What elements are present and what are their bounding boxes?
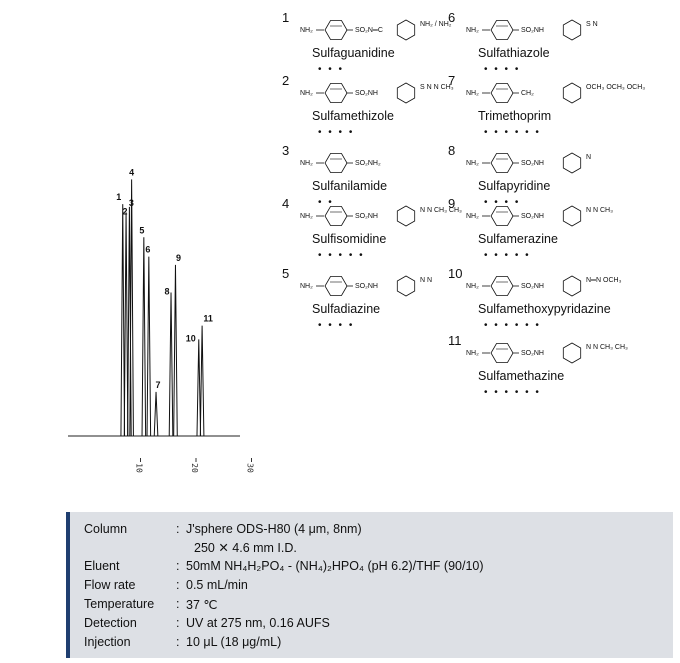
peak-7 — [154, 392, 158, 436]
detect-label: Detection — [84, 616, 137, 630]
peak-8 — [169, 292, 173, 436]
amine-label: NH₂ — [466, 90, 479, 97]
heterocycle-ring — [563, 83, 580, 103]
compound-6 — [448, 12, 648, 74]
compound-number: 3 — [282, 143, 290, 158]
compound-number: 2 — [282, 73, 290, 88]
peaks — [116, 167, 213, 436]
heterocycle-ring — [563, 343, 580, 363]
amine-label: NH₂ — [466, 283, 479, 290]
column-dimensions: 250 ✕ 4.6 mm I.D. — [194, 541, 297, 555]
compound-dots: • • • • • — [484, 250, 531, 261]
benzene-ring — [491, 207, 513, 226]
conditions-panel: Column : J'sphere ODS-H80 (4 μm, 8nm) 250 ✕ 4.6 mm I.D. Eluent : 50mM NH₄H₂PO₄ - (NH₄)₂HPO₄ (pH 6.2)/THF (90/10) Flow rate : 0.5 mL/min Temperature : 37 ℃ Detection : UV at 275 nm, 0.16 AUFS Injection : 10 μL (18 μg/mL) — [66, 512, 673, 658]
substituent-label: SO₂NH₂ — [355, 160, 381, 167]
structure-8 — [464, 147, 644, 181]
peak-label-1: 1 — [116, 192, 122, 203]
compound-number: 10 — [448, 266, 463, 281]
substituent-label: SO₂NH — [521, 283, 544, 290]
eluent-label: Eluent — [84, 559, 120, 573]
heterocycle-label: N N CH₃ CH₃ — [420, 207, 462, 214]
column-label: Column — [84, 522, 128, 536]
heterocycle-ring — [563, 276, 580, 296]
compound-name: Sulfanilamide — [312, 179, 388, 193]
chromatogram — [60, 120, 255, 480]
x-tick-label-20: 20 — [190, 463, 199, 473]
benzene-ring — [325, 21, 347, 40]
peak-5 — [142, 237, 146, 436]
benzene-ring — [325, 277, 347, 296]
compound-name: Sulfaguanidine — [312, 46, 395, 60]
structure-7 — [464, 77, 644, 111]
substituent-label: CH₂ — [521, 90, 534, 97]
peak-label-7: 7 — [155, 379, 161, 390]
peak-10 — [197, 339, 201, 436]
peak-label-2: 2 — [122, 206, 128, 217]
heterocycle-label: N N — [420, 277, 433, 284]
benzene-ring — [325, 84, 347, 103]
amine-label: NH₂ — [466, 160, 479, 167]
benzene-ring — [325, 207, 347, 226]
benzene-ring — [491, 84, 513, 103]
amine-label: NH₂ — [300, 160, 313, 167]
heterocycle-label: S N N CH₃ — [420, 84, 454, 91]
benzene-ring — [325, 154, 347, 173]
compound-dots: • • • • — [318, 127, 355, 138]
benzene-ring — [491, 154, 513, 173]
compound-name: Trimethoprim — [478, 109, 552, 123]
compound-dots: • • — [318, 197, 334, 208]
heterocycle-ring — [397, 83, 414, 103]
compound-dots: • • • — [318, 64, 345, 75]
eluent-value: 50mM NH₄H₂PO₄ - (NH₄)₂HPO₄ (pH 6.2)/THF (90/10) — [186, 559, 484, 573]
heterocycle-ring — [563, 206, 580, 226]
substituent-label: SO₂NH — [521, 160, 544, 167]
structure-6 — [464, 14, 644, 48]
peak-label-10: 10 — [185, 333, 196, 344]
heterocycle-label: N═N OCH₃ — [586, 277, 622, 284]
heterocycle-label: OCH₃ OCH₃ OCH₃ — [586, 84, 646, 91]
compound-dots: • • • • • • — [484, 320, 541, 331]
peak-11 — [200, 326, 204, 436]
structure-10 — [464, 270, 644, 304]
compound-number: 4 — [282, 196, 290, 211]
heterocycle-label: S N — [586, 21, 598, 28]
x-tick-label-30: 30 — [245, 463, 255, 473]
substituent-label: SO₂NH — [355, 90, 378, 97]
heterocycle-label: NH₂ / NH₂ — [420, 21, 452, 28]
x-tick-label-10: 10 — [134, 463, 144, 473]
benzene-ring — [491, 344, 513, 363]
peak-label-11: 11 — [203, 313, 213, 324]
peak-6 — [147, 257, 151, 436]
flow-value: 0.5 mL/min — [186, 578, 248, 592]
temp-value: 37 ℃ — [186, 598, 218, 612]
benzene-ring — [491, 21, 513, 40]
amine-label: NH₂ — [300, 283, 313, 290]
compound-dots: • • • • • — [318, 250, 365, 261]
detect-value: UV at 275 nm, 0.16 AUFS — [186, 616, 330, 630]
compound-number: 5 — [282, 266, 290, 281]
amine-label: NH₂ — [466, 213, 479, 220]
heterocycle-label: N N CH₃ — [586, 207, 613, 214]
substituent-label: SO₂NH — [521, 27, 544, 34]
temp-label: Temperature — [84, 597, 155, 611]
compound-name: Sulfamethazine — [478, 369, 565, 383]
compound-dots: • • • • — [318, 320, 355, 331]
amine-label: NH₂ — [300, 27, 313, 34]
compound-7 — [448, 75, 648, 137]
substituent-label: SO₂NH — [521, 213, 544, 220]
substituent-label: SO₂N═C — [355, 27, 383, 34]
compound-name: Sulfamethoxypyridazine — [478, 302, 611, 316]
heterocycle-label: N — [586, 154, 592, 161]
compound-number: 8 — [448, 143, 456, 158]
peak-label-8: 8 — [164, 286, 170, 297]
peak-label-6: 6 — [145, 244, 151, 255]
compound-number: 6 — [448, 10, 456, 25]
peak-2 — [124, 212, 128, 436]
substituent-label: SO₂NH — [521, 350, 544, 357]
column-value: J'sphere ODS-H80 (4 μm, 8nm) — [186, 522, 362, 536]
inject-value: 10 μL (18 μg/mL) — [186, 635, 282, 649]
peak-label-5: 5 — [139, 225, 145, 236]
peak-label-4: 4 — [129, 167, 135, 178]
compound-dots: • • • • — [484, 64, 521, 75]
compound-name: Sulfamethizole — [312, 109, 394, 123]
peak-label-3: 3 — [128, 197, 134, 208]
heterocycle-ring — [563, 20, 580, 40]
peak-label-9: 9 — [175, 252, 181, 263]
amine-label: NH₂ — [466, 350, 479, 357]
compound-number: 11 — [448, 333, 462, 348]
compound-name: Sulfapyridine — [478, 179, 551, 193]
heterocycle-ring — [397, 20, 414, 40]
amine-label: NH₂ — [466, 27, 479, 34]
x-axis-ticks — [135, 458, 255, 473]
compound-name: Sulfisomidine — [312, 232, 387, 246]
compound-dots: • • • • • • — [484, 387, 541, 398]
compound-number: 9 — [448, 196, 456, 211]
compound-dots: • • • • — [484, 197, 521, 208]
compound-9 — [448, 198, 648, 260]
peak-4 — [130, 179, 134, 436]
inject-label: Injection — [84, 635, 131, 649]
substituent-label: SO₂NH — [355, 213, 378, 220]
compound-name: Sulfamerazine — [478, 232, 558, 246]
heterocycle-ring — [397, 276, 414, 296]
substituent-label: SO₂NH — [355, 283, 378, 290]
compound-name: Sulfathiazole — [478, 46, 550, 60]
compound-name: Sulfadiazine — [312, 302, 381, 316]
amine-label: NH₂ — [300, 90, 313, 97]
compound-number: 1 — [282, 10, 290, 25]
compound-dots: • • • • • • — [484, 127, 541, 138]
heterocycle-label: N N CH₃ CH₃ — [586, 344, 628, 351]
compound-number: 7 — [448, 73, 456, 88]
amine-label: NH₂ — [300, 213, 313, 220]
compound-11 — [448, 335, 648, 397]
structure-9 — [464, 200, 644, 234]
heterocycle-ring — [397, 206, 414, 226]
peak-9 — [174, 265, 178, 436]
heterocycle-ring — [563, 153, 580, 173]
peak-1 — [121, 204, 125, 436]
compound-10 — [448, 268, 648, 330]
benzene-ring — [491, 277, 513, 296]
flow-label: Flow rate — [84, 578, 136, 592]
structure-11 — [464, 337, 644, 371]
